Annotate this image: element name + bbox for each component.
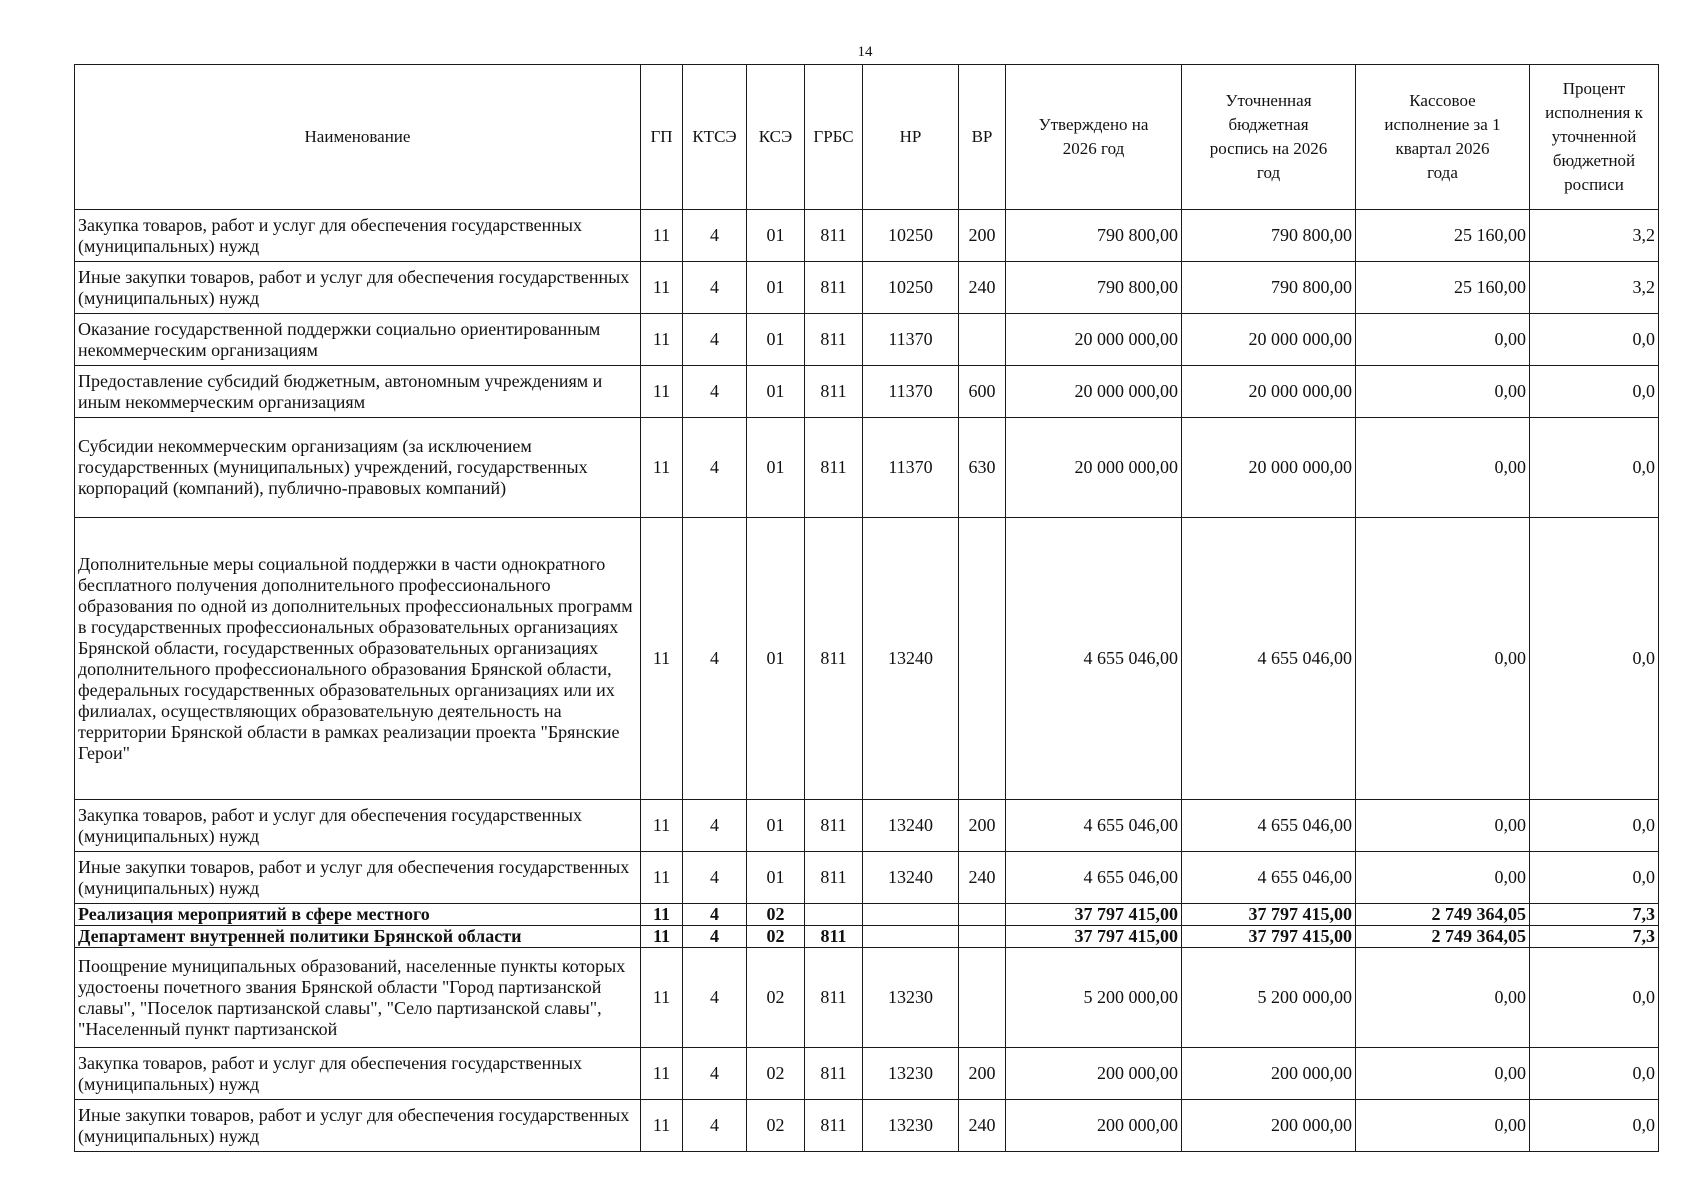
cell-grbs: 811 [805, 926, 863, 948]
cell-approved: 20 000 000,00 [1006, 418, 1182, 518]
cell-grbs: 811 [805, 314, 863, 366]
cell-ktse: 4 [683, 800, 747, 852]
cell-nr: 10250 [863, 262, 959, 314]
cell-vr: 240 [959, 852, 1006, 904]
cell-ktse: 4 [683, 210, 747, 262]
cell-percent: 0,0 [1530, 418, 1659, 518]
cell-refined: 20 000 000,00 [1182, 418, 1356, 518]
cell-gp: 11 [641, 926, 683, 948]
cell-name: Департамент внутренней политики Брянской области [75, 926, 641, 948]
page-number: 14 [857, 44, 873, 60]
cell-ktse: 4 [683, 1100, 747, 1152]
cell-nr: 11370 [863, 366, 959, 418]
cell-refined: 20 000 000,00 [1182, 366, 1356, 418]
cell-cash: 0,00 [1356, 518, 1530, 800]
col-header-nr: НР [863, 65, 959, 210]
cell-gp: 11 [641, 418, 683, 518]
cell-cash: 0,00 [1356, 418, 1530, 518]
cell-percent: 0,0 [1530, 1100, 1659, 1152]
col-header-percent: Процент исполнения к уточненной бюджетной росписи [1530, 65, 1659, 210]
cell-percent: 0,0 [1530, 314, 1659, 366]
cell-name: Закупка товаров, работ и услуг для обеспечения государственных (муниципальных) нужд [75, 1048, 641, 1100]
cell-refined: 20 000 000,00 [1182, 314, 1356, 366]
cell-gp: 11 [641, 366, 683, 418]
cell-nr [863, 926, 959, 948]
cell-vr: 240 [959, 1100, 1006, 1152]
cell-kse: 01 [747, 800, 805, 852]
table-row [75, 926, 1659, 948]
cell-gp: 11 [641, 800, 683, 852]
cell-percent: 0,0 [1530, 948, 1659, 1048]
budget-table [74, 64, 1659, 1152]
cell-cash: 0,00 [1356, 948, 1530, 1048]
cell-ktse: 4 [683, 366, 747, 418]
cell-vr [959, 518, 1006, 800]
cell-grbs: 811 [805, 366, 863, 418]
table-row [75, 1048, 1659, 1100]
cell-name: Закупка товаров, работ и услуг для обеспечения государственных (муниципальных) нужд [75, 210, 641, 262]
cell-refined: 790 800,00 [1182, 210, 1356, 262]
cell-approved: 4 655 046,00 [1006, 800, 1182, 852]
cell-grbs: 811 [805, 518, 863, 800]
table-row [75, 904, 1659, 926]
col-header-refined: Уточненная бюджетная роспись на 2026 год [1182, 65, 1356, 210]
cell-refined: 200 000,00 [1182, 1048, 1356, 1100]
cell-kse: 02 [747, 948, 805, 1048]
cell-kse: 02 [747, 1100, 805, 1152]
col-header-name: Наименование [75, 65, 641, 210]
header-row [75, 65, 1659, 210]
cell-grbs: 811 [805, 1048, 863, 1100]
col-header-gp: ГП [641, 65, 683, 210]
table-row [75, 1100, 1659, 1152]
cell-cash: 2 749 364,05 [1356, 904, 1530, 926]
cell-name: Реализация мероприятий в сфере местного [75, 904, 641, 926]
cell-percent: 7,3 [1530, 904, 1659, 926]
cell-name: Иные закупки товаров, работ и услуг для обеспечения государственных (муниципальных) нужд [75, 1100, 641, 1152]
col-header-ktse: КТСЭ [683, 65, 747, 210]
cell-approved: 20 000 000,00 [1006, 366, 1182, 418]
cell-approved: 37 797 415,00 [1006, 904, 1182, 926]
cell-grbs: 811 [805, 1100, 863, 1152]
cell-vr: 200 [959, 210, 1006, 262]
cell-name: Закупка товаров, работ и услуг для обеспечения государственных (муниципальных) нужд [75, 800, 641, 852]
cell-refined: 4 655 046,00 [1182, 518, 1356, 800]
cell-refined: 790 800,00 [1182, 262, 1356, 314]
cell-ktse: 4 [683, 852, 747, 904]
cell-gp: 11 [641, 1048, 683, 1100]
cell-kse: 02 [747, 926, 805, 948]
cell-percent: 7,3 [1530, 926, 1659, 948]
cell-vr: 240 [959, 262, 1006, 314]
cell-ktse: 4 [683, 518, 747, 800]
cell-gp: 11 [641, 210, 683, 262]
cell-refined: 37 797 415,00 [1182, 904, 1356, 926]
col-header-kse: КСЭ [747, 65, 805, 210]
cell-nr: 13240 [863, 518, 959, 800]
cell-approved: 200 000,00 [1006, 1100, 1182, 1152]
cell-cash: 25 160,00 [1356, 262, 1530, 314]
cell-kse: 01 [747, 418, 805, 518]
cell-nr: 11370 [863, 418, 959, 518]
cell-nr: 13230 [863, 1048, 959, 1100]
cell-ktse: 4 [683, 926, 747, 948]
cell-approved: 5 200 000,00 [1006, 948, 1182, 1048]
col-header-vr: ВР [959, 65, 1006, 210]
cell-approved: 4 655 046,00 [1006, 518, 1182, 800]
cell-name: Оказание государственной поддержки социально ориентированным некоммерческим организациям [75, 314, 641, 366]
cell-cash: 25 160,00 [1356, 210, 1530, 262]
cell-grbs: 811 [805, 852, 863, 904]
cell-name: Иные закупки товаров, работ и услуг для обеспечения государственных (муниципальных) нужд [75, 262, 641, 314]
cell-percent: 3,2 [1530, 210, 1659, 262]
cell-nr: 13230 [863, 948, 959, 1048]
cell-gp: 11 [641, 314, 683, 366]
cell-ktse: 4 [683, 1048, 747, 1100]
col-header-approved: Утверждено на 2026 год [1006, 65, 1182, 210]
cell-cash: 0,00 [1356, 1100, 1530, 1152]
cell-refined: 37 797 415,00 [1182, 926, 1356, 948]
cell-refined: 200 000,00 [1182, 1100, 1356, 1152]
cell-refined: 4 655 046,00 [1182, 852, 1356, 904]
cell-kse: 02 [747, 904, 805, 926]
cell-gp: 11 [641, 262, 683, 314]
cell-grbs: 811 [805, 948, 863, 1048]
cell-gp: 11 [641, 518, 683, 800]
cell-refined: 5 200 000,00 [1182, 948, 1356, 1048]
cell-approved: 790 800,00 [1006, 262, 1182, 314]
cell-ktse: 4 [683, 948, 747, 1048]
table-row [75, 418, 1659, 518]
cell-percent: 0,0 [1530, 800, 1659, 852]
cell-ktse: 4 [683, 904, 747, 926]
col-header-grbs: ГРБС [805, 65, 863, 210]
cell-ktse: 4 [683, 262, 747, 314]
cell-approved: 790 800,00 [1006, 210, 1182, 262]
cell-kse: 01 [747, 262, 805, 314]
cell-nr: 13230 [863, 1100, 959, 1152]
cell-kse: 01 [747, 366, 805, 418]
cell-percent: 0,0 [1530, 852, 1659, 904]
cell-name: Предоставление субсидий бюджетным, автономным учреждениям и иным некоммерческим организациям [75, 366, 641, 418]
cell-percent: 0,0 [1530, 1048, 1659, 1100]
table-row [75, 210, 1659, 262]
table-row [75, 366, 1659, 418]
cell-ktse: 4 [683, 314, 747, 366]
cell-vr: 200 [959, 800, 1006, 852]
cell-refined: 4 655 046,00 [1182, 800, 1356, 852]
cell-cash: 0,00 [1356, 1048, 1530, 1100]
cell-grbs: 811 [805, 210, 863, 262]
cell-vr [959, 904, 1006, 926]
cell-percent: 0,0 [1530, 518, 1659, 800]
cell-name: Иные закупки товаров, работ и услуг для обеспечения государственных (муниципальных) нужд [75, 852, 641, 904]
cell-nr: 13240 [863, 852, 959, 904]
cell-approved: 200 000,00 [1006, 1048, 1182, 1100]
cell-gp: 11 [641, 852, 683, 904]
cell-kse: 01 [747, 518, 805, 800]
cell-vr [959, 948, 1006, 1048]
col-header-cash: Кассовое исполнение за 1 квартал 2026 года [1356, 65, 1530, 210]
cell-nr: 11370 [863, 314, 959, 366]
cell-vr [959, 926, 1006, 948]
cell-name: Дополнительные меры социальной поддержки в части однократного бесплатного получения дополнительного профессионального образования по одной из дополнительных профессиональных программ в государственных профессиональных образовательных организациях Брянской области, государственных образовательных организациях дополнительного профессионального образования Брянской области, федеральных государственных образовательных организациях или их филиалах, осуществляющих образовательную деятельность на территории Брянской области в рамках реализации проекта "Брянские Герои" [75, 518, 641, 800]
cell-kse: 01 [747, 314, 805, 366]
cell-grbs: 811 [805, 262, 863, 314]
cell-grbs: 811 [805, 800, 863, 852]
table-body [75, 210, 1659, 1152]
cell-kse: 01 [747, 852, 805, 904]
cell-nr: 13240 [863, 800, 959, 852]
table-row [75, 852, 1659, 904]
cell-grbs [805, 904, 863, 926]
cell-vr [959, 314, 1006, 366]
cell-name: Субсидии некоммерческим организациям (за исключением государственных (муниципальных) учреждений, государственных корпораций (компаний), публично-правовых компаний) [75, 418, 641, 518]
table-row [75, 518, 1659, 800]
cell-vr: 600 [959, 366, 1006, 418]
cell-gp: 11 [641, 948, 683, 1048]
cell-vr: 630 [959, 418, 1006, 518]
table-row [75, 800, 1659, 852]
cell-cash: 2 749 364,05 [1356, 926, 1530, 948]
cell-cash: 0,00 [1356, 852, 1530, 904]
cell-ktse: 4 [683, 418, 747, 518]
cell-gp: 11 [641, 904, 683, 926]
cell-kse: 02 [747, 1048, 805, 1100]
cell-gp: 11 [641, 1100, 683, 1152]
table-row [75, 314, 1659, 366]
table-row [75, 262, 1659, 314]
cell-cash: 0,00 [1356, 366, 1530, 418]
cell-nr [863, 904, 959, 926]
cell-percent: 3,2 [1530, 262, 1659, 314]
cell-vr: 200 [959, 1048, 1006, 1100]
table-row [75, 948, 1659, 1048]
cell-kse: 01 [747, 210, 805, 262]
cell-nr: 10250 [863, 210, 959, 262]
cell-approved: 20 000 000,00 [1006, 314, 1182, 366]
cell-approved: 4 655 046,00 [1006, 852, 1182, 904]
cell-name: Поощрение муниципальных образований, населенные пункты которых удостоены почетного звания Брянской области "Город партизанской славы", "Поселок партизанской славы", "Село партизанской славы", "Населенный пункт партизанской [75, 948, 641, 1048]
cell-cash: 0,00 [1356, 314, 1530, 366]
cell-cash: 0,00 [1356, 800, 1530, 852]
cell-approved: 37 797 415,00 [1006, 926, 1182, 948]
cell-grbs: 811 [805, 418, 863, 518]
cell-percent: 0,0 [1530, 366, 1659, 418]
